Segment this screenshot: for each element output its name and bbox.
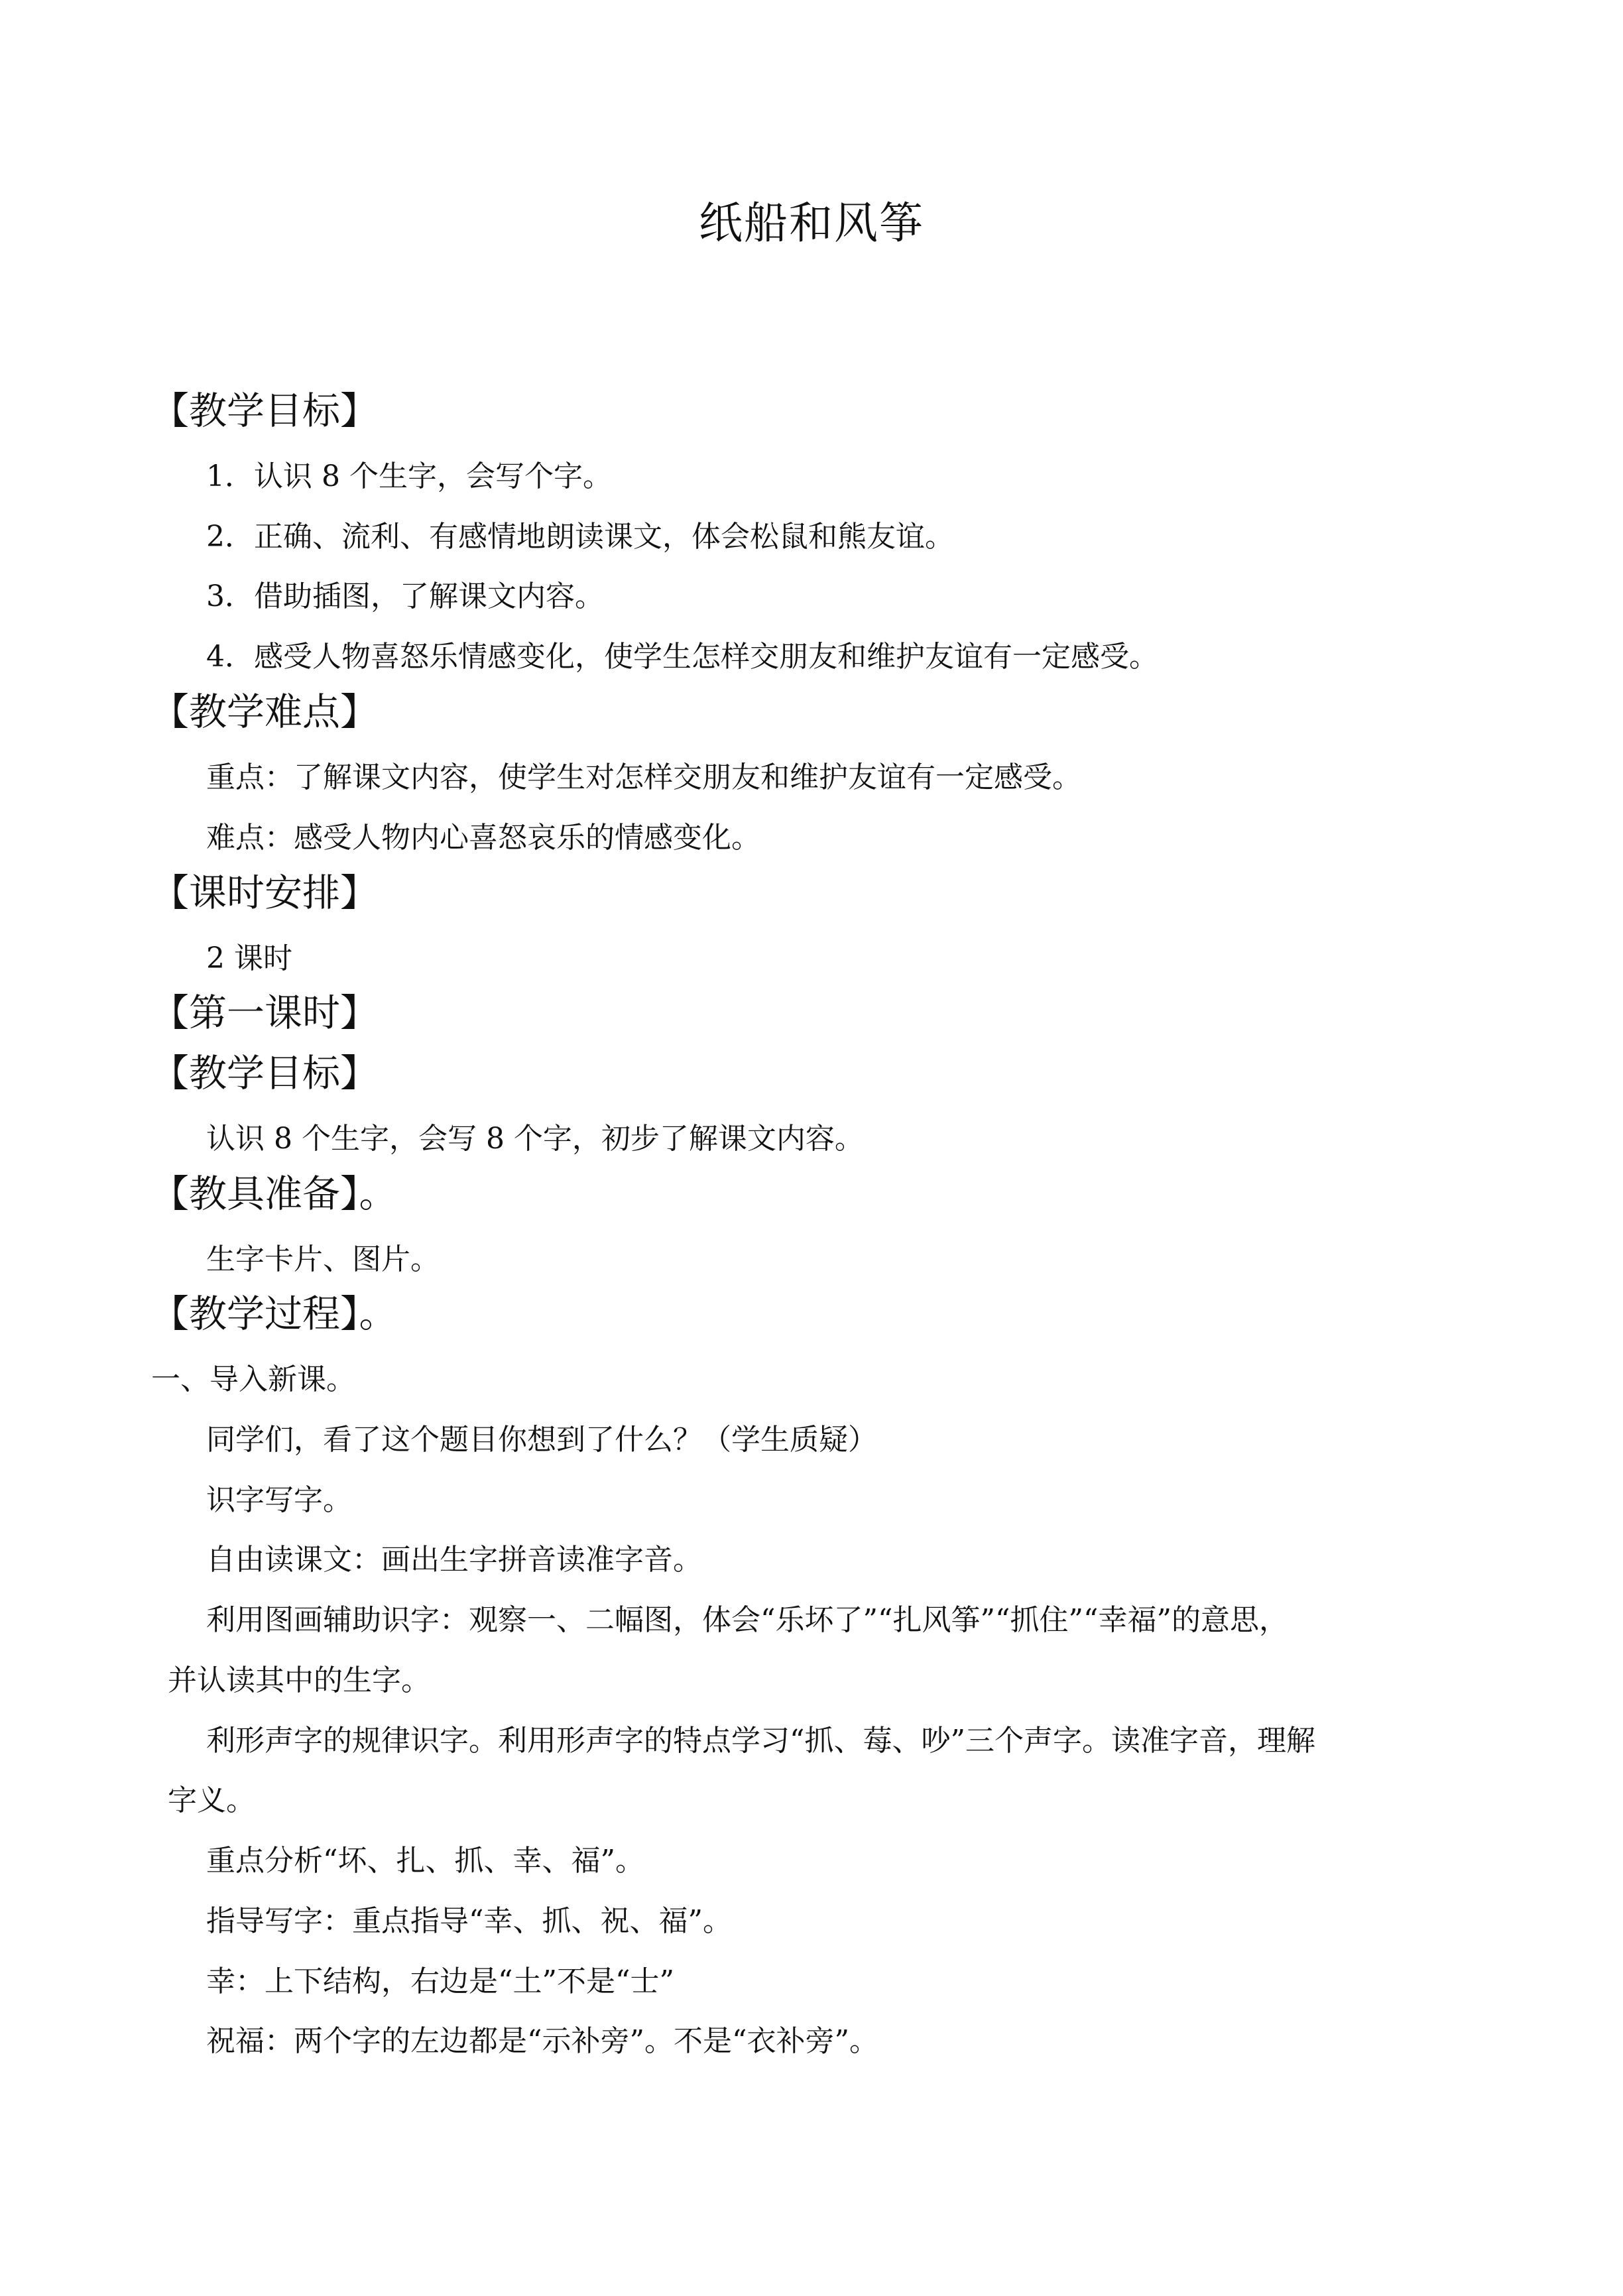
heading-teaching-process: 【教学过程】。 (151, 1292, 397, 1336)
process-line-6: 利形声字的规律识字。利用形声字的特点学习“抓、莓、吵”三个声字。读准字音，理解 (206, 1724, 1315, 1758)
schedule-text: 2 课时 (206, 941, 292, 975)
goal-item-3: 3．借助插图，了解课文内容。 (206, 579, 604, 613)
document-title: 纸船和风筝 (699, 198, 924, 249)
process-line-9: 指导写字：重点指导“幸、抓、祝、福”。 (206, 1904, 732, 1938)
goal-item-2: 2．正确、流利、有感情地朗读课文，体会松鼠和熊友谊。 (206, 520, 954, 554)
goal-item-1: 1．认识 8 个生字，会写个字。 (206, 459, 612, 493)
process-line-1: 同学们，看了这个题目你想到了什么？（学生质疑） (206, 1423, 877, 1457)
key-point-text: 重点：了解课文内容，使学生对怎样交朋友和维护友谊有一定感受。 (206, 760, 1081, 794)
heading-first-lesson: 【第一课时】 (151, 991, 378, 1035)
heading-teaching-goals: 【教学目标】 (151, 389, 378, 433)
process-line-8: 重点分析“坏、扎、抓、幸、福”。 (206, 1844, 644, 1878)
process-line-3: 自由读课文：画出生字拼音读准字音。 (206, 1543, 702, 1577)
heading-lesson1-goals: 【教学目标】 (151, 1052, 378, 1095)
tools-text: 生字卡片、图片。 (206, 1242, 440, 1276)
goal-item-4: 4．感受人物喜怒乐情感变化，使学生怎样交朋友和维护友谊有一定感受。 (206, 640, 1158, 674)
hard-point-text: 难点：感受人物内心喜怒哀乐的情感变化。 (206, 821, 760, 855)
process-line-5: 并认读其中的生字。 (168, 1663, 430, 1697)
lesson1-goals-text: 认识 8 个生字，会写 8 个字，初步了解课文内容。 (206, 1122, 864, 1156)
process-line-2: 识字写字。 (206, 1483, 352, 1517)
process-line-4: 利用图画辅助识字：观察一、二幅图，体会“乐坏了”“扎风筝”“抓住”“幸福”的意思， (206, 1603, 1288, 1637)
heading-schedule: 【课时安排】 (151, 871, 378, 915)
process-line-10: 幸：上下结构，右边是“土”不是“士” (206, 1964, 674, 1998)
process-step-1: 一、导入新课。 (151, 1362, 355, 1396)
heading-teaching-tools: 【教具准备】。 (151, 1172, 397, 1216)
process-line-11: 祝福：两个字的左边都是“示补旁”。不是“衣补旁”。 (206, 2024, 878, 2058)
process-line-7: 字义。 (168, 1783, 255, 1817)
heading-teaching-difficulty: 【教学难点】 (151, 690, 378, 734)
